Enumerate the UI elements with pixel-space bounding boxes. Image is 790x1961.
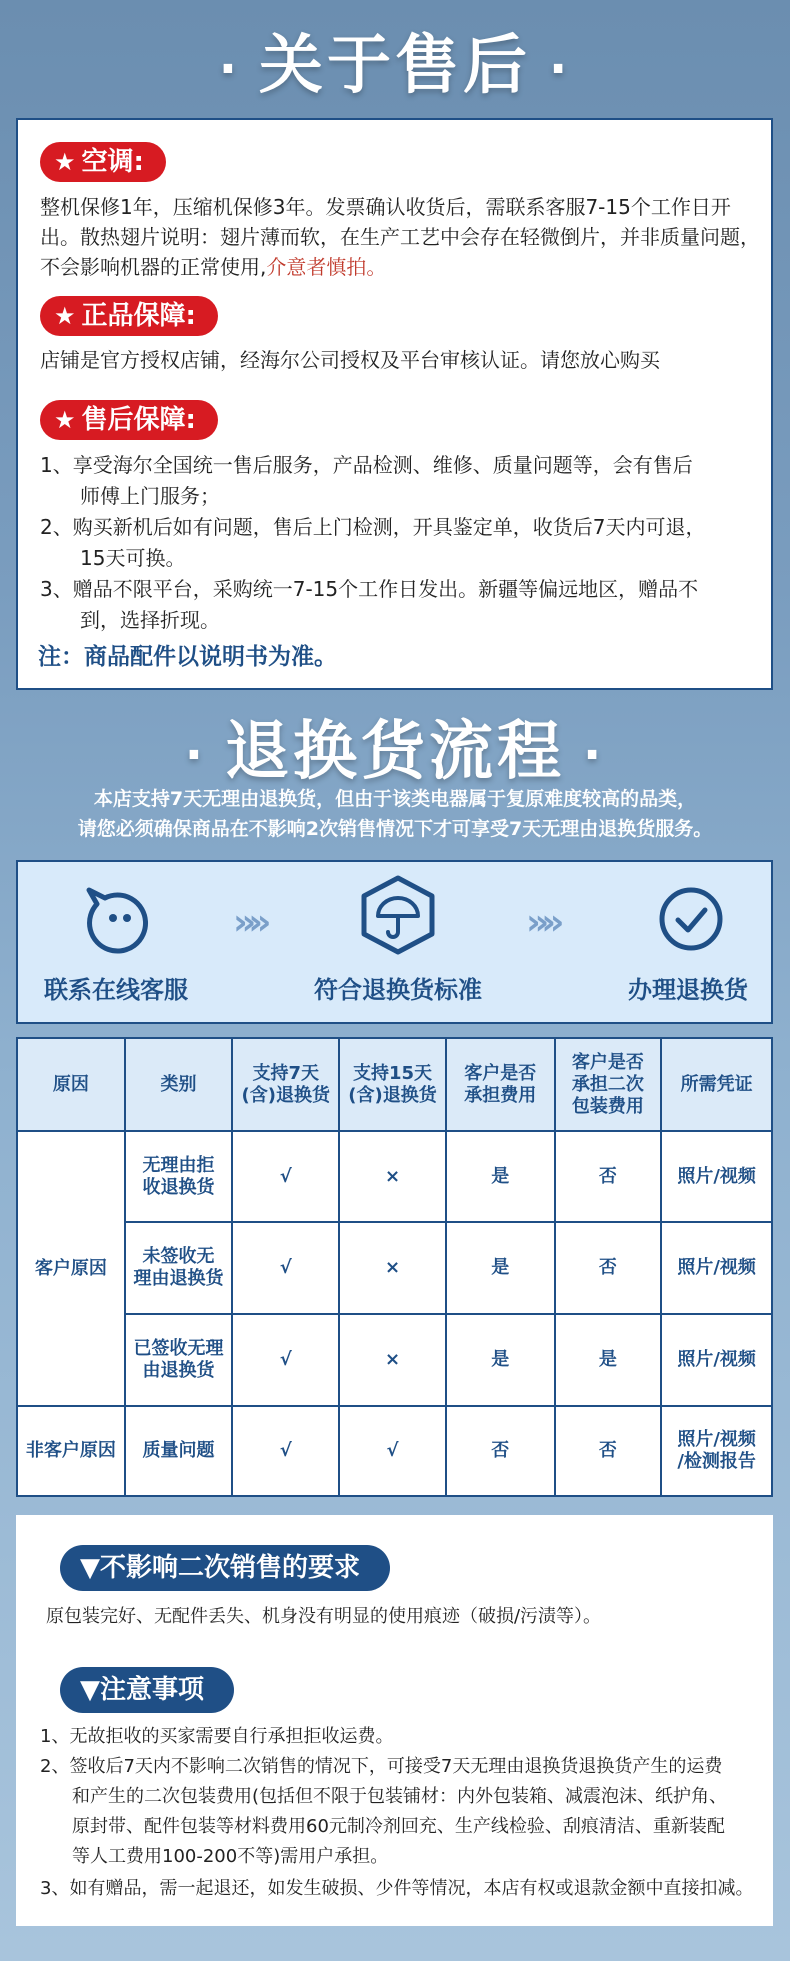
notice-item: 3、如有赠品，需一起退还，如发生破损、少件等情况，本店有权或退款金额中直接扣减。 — [40, 1878, 754, 1899]
table-row — [17, 1131, 772, 1222]
cell-15day: × — [339, 1131, 446, 1222]
star-icon: ★ — [54, 148, 76, 176]
arrow-icon: »» — [526, 902, 557, 943]
cell-packaging: 否 — [555, 1131, 662, 1222]
cell-packaging: 否 — [555, 1222, 662, 1314]
requirements-title: ▼不影响二次销售的要求 — [60, 1545, 390, 1591]
cell-7day: √ — [232, 1314, 339, 1406]
category-cell: 无理由拒 收退换货 — [125, 1131, 233, 1222]
cell-7day: √ — [232, 1406, 339, 1496]
service-label: ★ 售后保障: — [40, 400, 218, 440]
cell-cost: 是 — [446, 1314, 555, 1406]
cell-proof: 照片/视频 — [661, 1222, 772, 1314]
header-packaging: 客户是否 承担二次 包装费用 — [555, 1038, 662, 1131]
star-icon: ★ — [54, 406, 76, 434]
ac-text: 整机保修1年，压缩机保修3年。发票确认收货后，需联系客服7-15个工作日开出。散热翅片说明：翅片薄而软，在生产工艺中会存在轻微倒片，并非质量问题，不会影响机器的正常使用,介意者慎拍。 — [40, 195, 760, 279]
cell-proof: 照片/视频 — [661, 1131, 772, 1222]
table-row — [17, 1406, 772, 1496]
cell-packaging: 是 — [555, 1314, 662, 1406]
notice-title: ▼注意事项 — [60, 1667, 234, 1713]
category-cell: 未签收无 理由退换货 — [125, 1222, 233, 1314]
returns-flow — [16, 860, 773, 1024]
header-7day: 支持7天 (含)退换货 — [232, 1038, 339, 1131]
returns-title: · 退换货流程 · — [184, 715, 606, 789]
cell-cost: 否 — [446, 1406, 555, 1496]
header-category: 类别 — [125, 1038, 233, 1131]
header-proof: 所需凭证 — [661, 1038, 772, 1131]
cell-proof: 照片/视频 /检测报告 — [661, 1406, 772, 1496]
service-item: 2、购买新机后如有问题，售后上门检测，开具鉴定单，收货后7天内可退， 15天可换。 — [40, 515, 706, 570]
requirements-card — [16, 1515, 773, 1926]
header-cost: 客户是否 承担费用 — [446, 1038, 555, 1131]
step-process: 办理退换货 — [628, 976, 748, 1004]
header-15day: 支持15天 (含)退换货 — [339, 1038, 446, 1131]
cell-7day: √ — [232, 1131, 339, 1222]
cell-cost: 是 — [446, 1222, 555, 1314]
genuine-text: 店铺是官方授权店铺，经海尔公司授权及平台审核认证。请您放心购买 — [40, 348, 660, 372]
cell-15day: × — [339, 1314, 446, 1406]
category-cell: 质量问题 — [125, 1406, 233, 1496]
cell-cost: 是 — [446, 1131, 555, 1222]
after-sales-title: · 关于售后 · — [218, 29, 572, 103]
check-circle-icon — [658, 886, 724, 956]
service-item: 1、享受海尔全国统一售后服务，产品检测、维修、质量问题等，会有售后 师傅上门服务； — [40, 453, 693, 508]
notice-item: 1、无故拒收的买家需要自行承担拒收运费。 — [40, 1726, 394, 1747]
genuine-label: ★ 正品保障: — [40, 296, 218, 336]
group-non-customer: 非客户原因 — [17, 1406, 125, 1496]
notice-item: 2、签收后7天内不影响二次销售的情况下，可接受7天无理由退换货退换货产生的运费 和产生的二次包装费用(包括但不限于包装铺材：内外包装箱、减震泡沫、纸护角、 原封带、配件包装等材料费用60元制冷剂回充、生产线检验、刮痕清洁、重新装配 等人工费用100-200不等)需用户承担。 — [40, 1756, 728, 1867]
table-row — [17, 1222, 772, 1314]
chat-face-icon — [83, 884, 153, 958]
cell-15day: √ — [339, 1406, 446, 1496]
step-standard: 符合退换货标准 — [314, 976, 482, 1004]
returns-table — [16, 1037, 773, 1497]
cell-proof: 照片/视频 — [661, 1314, 772, 1406]
cell-7day: √ — [232, 1222, 339, 1314]
arrow-icon: »» — [233, 902, 264, 943]
requirements-text: 原包装完好、无配件丢失、机身没有明显的使用痕迹（破损/污渍等）。 — [46, 1606, 602, 1627]
returns-intro: 本店支持7天无理由退换货，但由于该类电器属于复原难度较高的品类， 请您必须确保商品在不影响2次销售情况下才可享受7天无理由退换货服务。 — [77, 788, 713, 840]
table-row — [17, 1314, 772, 1406]
star-icon: ★ — [54, 302, 76, 330]
ac-label: ★ 空调: — [40, 142, 166, 182]
category-cell: 已签收无理 由退换货 — [125, 1314, 233, 1406]
service-item: 3、赠品不限平台，采购统一7-15个工作日发出。新疆等偏远地区，赠品不 到，选择折现。 — [40, 577, 699, 632]
after-sales-card — [16, 118, 773, 690]
note-text: 注：商品配件以说明书为准。 — [38, 644, 337, 670]
cell-15day: × — [339, 1222, 446, 1314]
header-reason: 原因 — [17, 1038, 125, 1131]
step-contact: 联系在线客服 — [44, 976, 188, 1004]
umbrella-shield-icon — [358, 874, 438, 960]
cell-packaging: 否 — [555, 1406, 662, 1496]
group-customer: 客户原因 — [17, 1131, 125, 1406]
